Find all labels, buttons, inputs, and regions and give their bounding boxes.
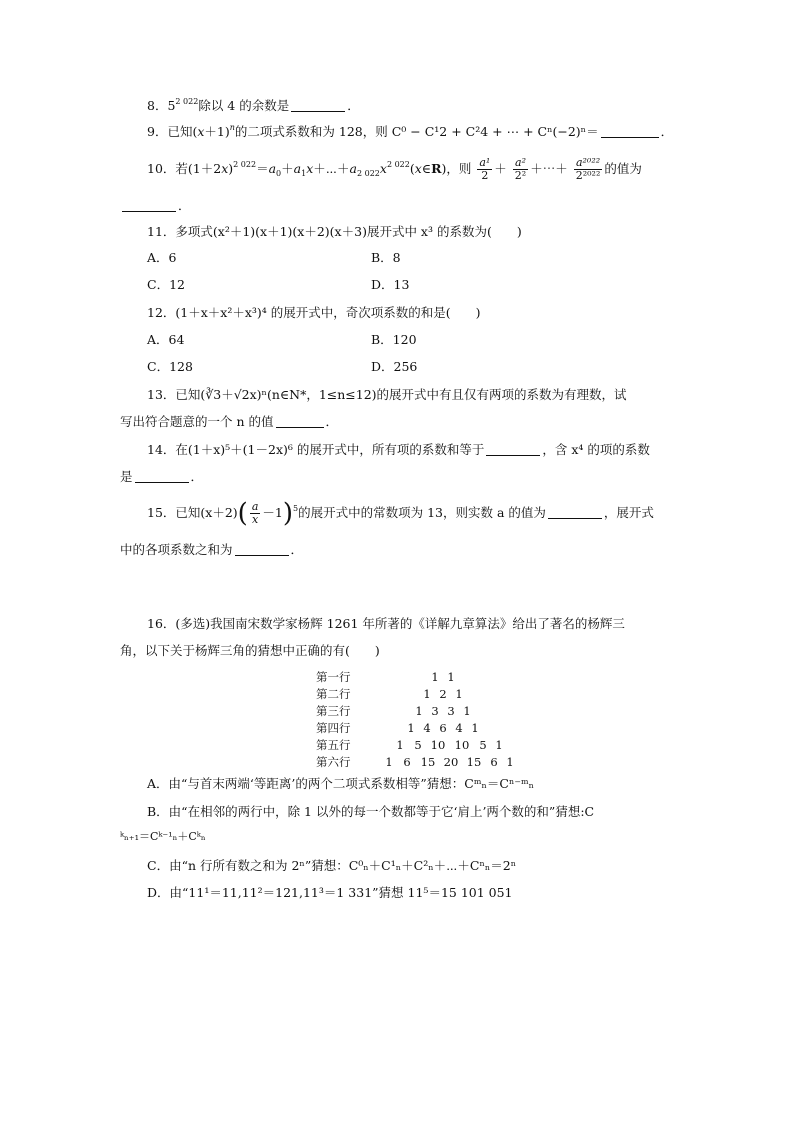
q13-number: 13． [147,387,176,402]
triangle-number: 1 [471,721,479,735]
q10-real-set: R [431,161,442,176]
q15-text-a: 已知(x＋2) [175,505,238,520]
q10-sub2022: 2 022 [356,169,380,178]
q9-exp-n: n [229,123,235,132]
triangle-row-label: 第三行 [316,704,351,718]
q16-number: 16． [147,616,176,631]
triangle-number: 15 [420,755,436,769]
q8-base: 5 [167,98,176,113]
q11-option-d[interactable]: D．13 [371,277,410,292]
q12-option-c[interactable]: C．128 [147,359,193,374]
q15-fraction: $\frac{a}{x}$ [251,500,259,526]
q10-end: ． [178,198,191,213]
question-15-line-2 [120,542,303,558]
q10-exponent-2: 2 022 [386,160,410,169]
q15-answer-blank-2[interactable] [235,543,289,556]
question-12 [147,305,481,321]
q11-number: 11． [147,224,176,239]
question-16-line-2 [120,643,380,659]
question-10-line-2 [120,198,191,214]
q8-text: 除以 4 的余数是 [198,98,290,113]
triangle-row-label: 第二行 [316,687,351,701]
question-16 [147,616,625,632]
triangle-number: 10 [454,738,470,752]
triangle-number: 20 [443,755,459,769]
q8-exponent: 2 022 [175,97,199,106]
q12-text: (1＋x＋x²＋x³)⁴ 的展开式中，奇次项系数的和是( ) [175,305,481,320]
q10-text-a: 若(1＋2 [175,161,222,176]
yanghui-triangle [0,670,794,770]
question-9 [147,124,673,140]
q10-text-c: ＝ [256,161,269,176]
triangle-number: 4 [423,721,431,735]
q13-text-line1: 已知(∛3＋√2x)ⁿ(n∈N*，1≤n≤12)的展开式中有且仅有两项的系数为有理数，试 [175,387,627,402]
triangle-number: 1 [431,670,439,684]
q10-exponent: 2 022 [233,160,257,169]
triangle-number: 2 [439,687,447,701]
question-11 [147,224,522,240]
q9-end: ． [660,124,674,139]
q10-text-d: ＋⋯＋ [313,161,350,176]
q15-text-b: －1 [262,505,283,520]
triangle-number: 1 [447,670,455,684]
q10-fraction-3: $\frac{\text{a²⁰²²}}{\text{2²⁰²²}}$ [575,156,601,182]
q9-var-x: x [197,124,205,139]
triangle-number: 1 [407,721,415,735]
q16-option-d[interactable]: D．由“11¹＝11,11²＝121,11³＝1 331”猜想 11⁵＝15 101 051 [147,885,513,900]
q10-a2022: a [349,161,357,176]
q16-option-b[interactable]: B．由“在相邻的两行中，除 1 以外的每一个数都等于它‘肩上’两个数的和”猜想:C [147,804,595,819]
q10-text-h: 的值为 [604,161,642,176]
q12-option-b[interactable]: B．120 [371,332,417,347]
triangle-number: 6 [403,755,411,769]
q16-text-line2: 角，以下关于杨辉三角的猜想中正确的有( ) [120,643,380,658]
question-8 [147,98,360,114]
q12-option-a[interactable]: A．64 [147,332,185,347]
question-15 [147,498,654,528]
question-14-line-2 [120,469,203,485]
triangle-row-label: 第六行 [316,755,351,769]
triangle-number: 4 [455,721,463,735]
q9-answer-blank[interactable] [601,125,659,138]
q9-sum-expression: C⁰ − C¹2 + C²4 + ⋯ + Cⁿ(−2)ⁿ＝ [391,124,599,139]
q16-option-a[interactable]: A．由“与首末两端‘等距离’的两个二项式系数相等”猜想：Cᵐₙ＝Cⁿ⁻ᵐₙ [147,776,535,791]
q15-right-paren: ) [282,498,293,529]
question-13 [147,387,627,403]
q10-fraction-2: $\frac{\text{a²}}{\text{2²}}$ [514,156,527,182]
q10-answer-blank[interactable] [122,199,176,212]
q10-text-g: )，则 [441,161,472,176]
q14-number: 14． [147,442,176,457]
q10-text-b: ) [228,161,234,176]
q10-sub0: 0 [276,169,282,178]
q13-end: ． [325,414,339,429]
q10-sub1: 1 [301,169,307,178]
triangle-number: 1 [396,738,404,752]
q9-text-a: 已知( [167,124,198,139]
triangle-number: 15 [466,755,482,769]
q14-answer-blank-1[interactable] [486,443,540,456]
triangle-number: 6 [439,721,447,735]
q10-a0: a [268,161,277,176]
q9-number: 9． [147,124,168,139]
triangle-number: 5 [479,738,487,752]
q10-plus: ＋ [281,161,294,176]
q11-option-a[interactable]: A．6 [147,250,177,265]
triangle-number: 1 [415,704,423,718]
triangle-number: 1 [463,704,471,718]
q14-end: ． [190,469,204,484]
triangle-number: 1 [495,738,503,752]
triangle-row-label: 第一行 [316,670,351,684]
q8-answer-blank[interactable] [291,99,345,112]
question-14 [147,442,650,458]
q16-option-b-line-2: ᵏₙ₊₁＝Cᵏ⁻¹ₙ＋Cᵏₙ [120,830,206,843]
triangle-number: 10 [430,738,446,752]
q15-number: 15． [147,505,176,520]
q15-exponent: 5 [293,504,299,513]
triangle-row-label: 第五行 [316,738,351,752]
triangle-row-label: 第四行 [316,721,351,735]
q14-answer-blank-2[interactable] [135,470,189,483]
q14-text-a: 在(1＋x)⁵＋(1－2x)⁶ 的展开式中，所有项的系数和等于 [175,442,485,457]
q14-text-line2: 是 [120,469,133,484]
q13-text-line2: 写出符合题意的一个 n 的值 [120,414,274,429]
q10-number: 10． [147,161,176,176]
triangle-number: 3 [431,704,439,718]
q10-a1: a [293,161,302,176]
q15-left-paren: ( [237,498,248,529]
q16-text-line1: (多选)我国南宋数学家杨辉 1261 年所著的《详解九章算法》给出了著名的杨辉三 [175,616,625,631]
q12-number: 12． [147,305,176,320]
q10-text-f: ∈ [421,161,432,176]
question-13-line-2 [120,414,338,430]
q8-number: 8． [147,98,168,113]
triangle-number: 1 [455,687,463,701]
q13-answer-blank[interactable] [276,415,324,428]
q10-fraction-1: $\frac{\text{a¹}}{2}$ [479,156,491,182]
q15-text-d: ，展开式 [603,505,654,520]
q15-text-c: 的展开式中的常数项为 13，则实数 a 的值为 [298,505,546,520]
triangle-number: 1 [385,755,393,769]
q11-option-c[interactable]: C．12 [147,277,185,292]
q11-option-b[interactable]: B．8 [371,250,401,265]
q11-text: 多项式(x²＋1)(x＋1)(x＋2)(x＋3)展开式中 x³ 的系数为( ) [175,224,522,239]
triangle-number: 3 [447,704,455,718]
q15-end: ． [290,542,304,557]
q16-option-c[interactable]: C．由“n 行所有数之和为 2ⁿ”猜想：C⁰ₙ＋C¹ₙ＋C²ₙ＋⋯＋Cⁿₙ＝2ⁿ [147,858,517,873]
q15-answer-blank-1[interactable] [548,506,602,519]
triangle-number: 1 [423,687,431,701]
q9-text-b: ＋1) [204,124,230,139]
q14-text-b: ，含 x⁴ 的项的系数 [542,442,650,457]
question-10: 10．若$(1+2x)^{2 022}=a_0+a_1x+\cdots+a_{2 022}x^{2 022}(x\in R)$，则 $\frac{\text{a¹}}{2}$ ＋ $\frac{\text{a²}}{\text{2²}}$ ＋⋯＋ $\frac{\text{a²⁰²²}}{\text{2²⁰²²}}$ 的值为 [147,156,642,182]
triangle-number: 5 [414,738,422,752]
q12-option-d[interactable]: D．256 [371,359,418,374]
q10-var-x: x [221,161,229,176]
q8-end: ． [347,98,360,113]
q10-text-e: ( [409,161,415,176]
triangle-number: 6 [490,755,498,769]
triangle-number: 1 [506,755,514,769]
q9-text-c: 的二项式系数和为 128，则 [234,124,392,139]
q15-text-line2: 中的各项系数之和为 [120,542,233,557]
